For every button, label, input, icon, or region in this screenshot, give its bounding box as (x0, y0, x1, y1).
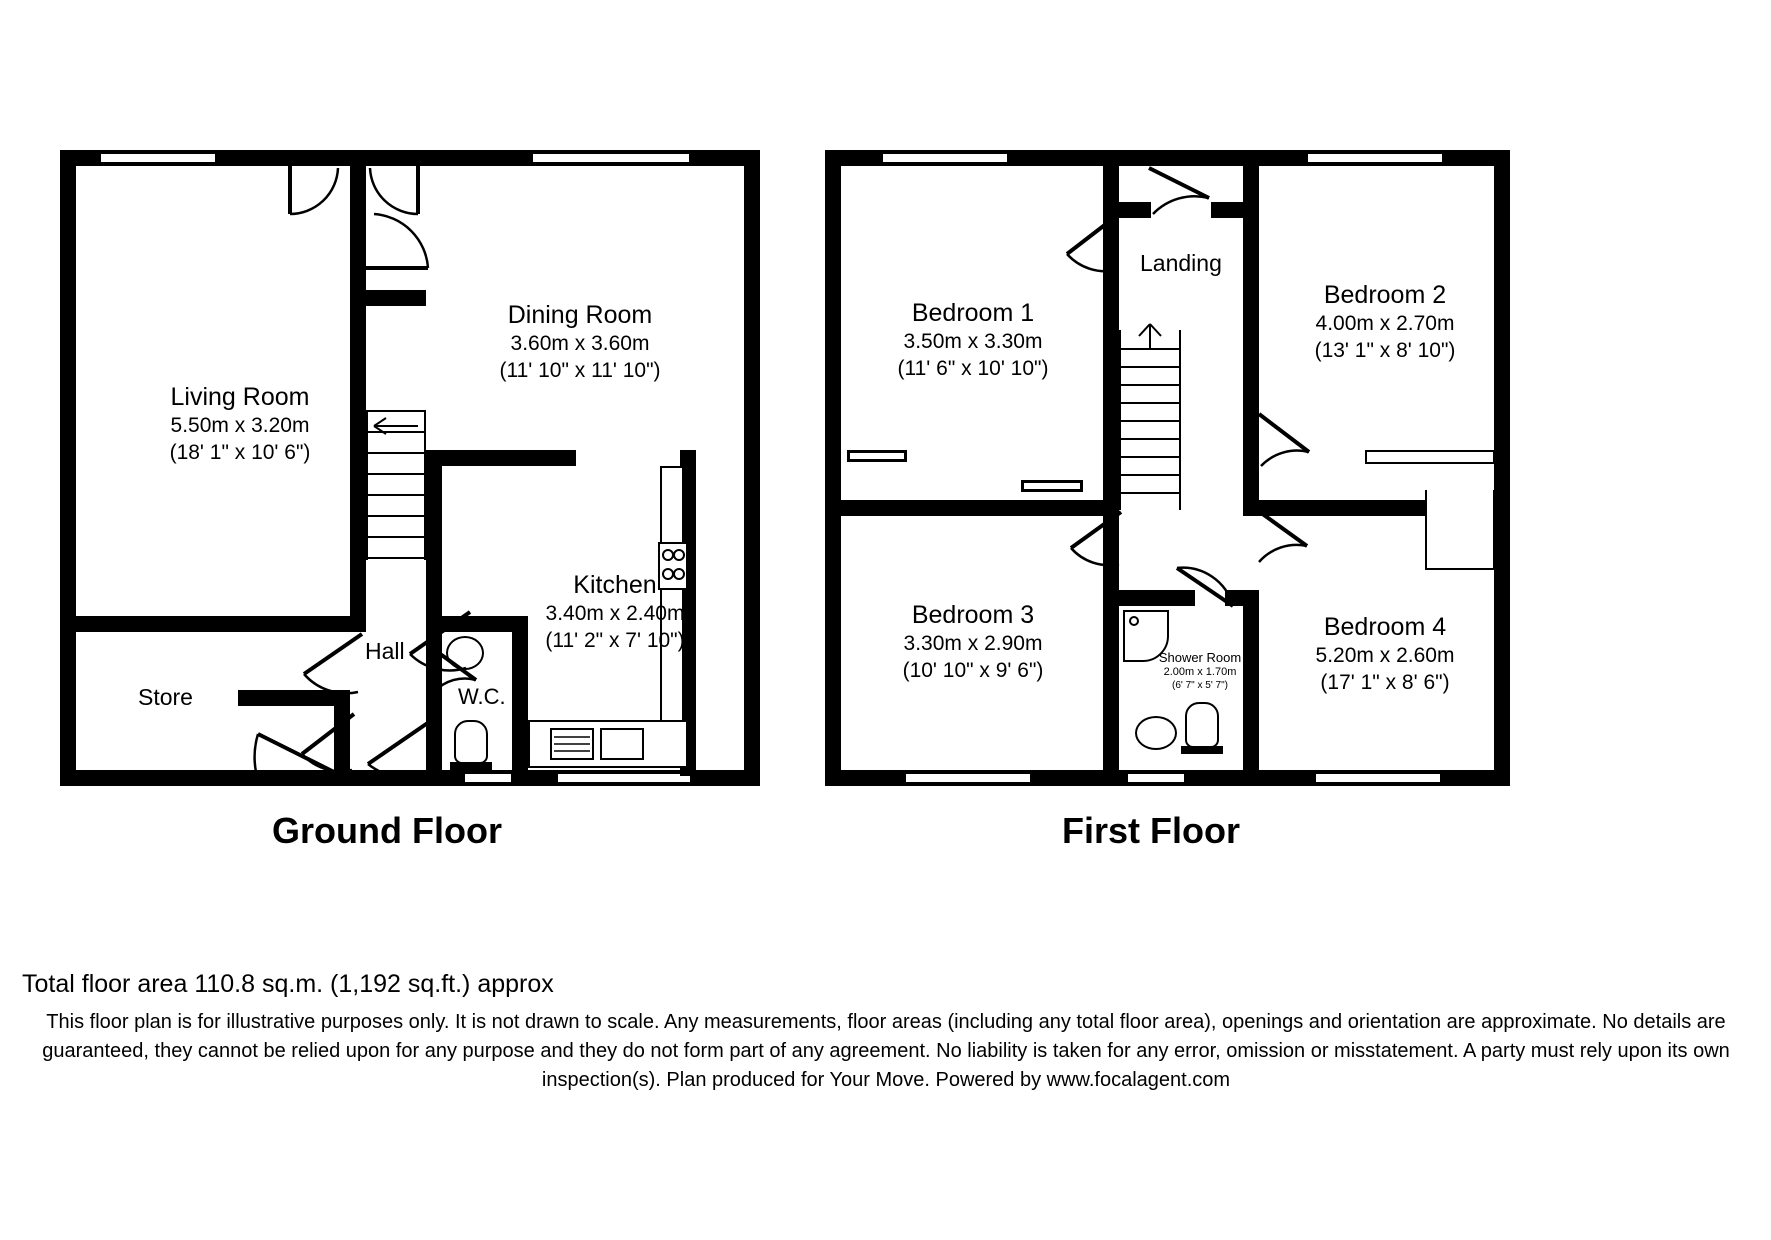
store-label: Store (138, 684, 193, 710)
door-front-entrance (252, 728, 342, 784)
window-bedroom3-rear (903, 771, 1033, 785)
door-hall-dining (366, 210, 446, 290)
bedroom-2-label (1265, 280, 1505, 364)
wall-hall-top (350, 290, 426, 306)
shower-toilet (1185, 702, 1219, 748)
bedroom-4-label (1265, 612, 1505, 696)
wc-label: W.C. (458, 684, 506, 709)
shower-room-name: Shower Room (1158, 650, 1242, 665)
door-hall-rear (360, 716, 438, 778)
living-room-name: Living Room (170, 383, 310, 411)
door-bedroom1 (1061, 212, 1131, 276)
bedroom-1-metric: 3.50m x 3.30m (903, 330, 1043, 354)
ground-floor-plan (60, 150, 760, 790)
wall-dining-bottom (426, 450, 576, 466)
dining-room-label (460, 300, 700, 384)
living-room-metric: 5.50m x 3.20m (170, 414, 310, 438)
total-floor-area: Total floor area 110.8 sq.m. (1,192 sq.ft.) approx (22, 970, 554, 998)
first-floor-plan (825, 150, 1510, 790)
ground-floor-title: Ground Floor (272, 810, 502, 851)
door-bedroom4 (1249, 508, 1315, 570)
bedroom2-wardrobe (1365, 450, 1495, 464)
wc-cistern (450, 762, 492, 770)
bedroom-4-imperial: (17' 1" x 8' 6") (1320, 670, 1450, 694)
window-landing-side (1021, 480, 1083, 492)
shower-room-metric: 2.00m x 1.70m (1163, 666, 1237, 679)
door-shower-room (1175, 564, 1241, 626)
window-bedroom4-rear (1313, 771, 1443, 785)
window-wc-rear (462, 771, 514, 785)
door-dining-front (288, 166, 348, 222)
first-floor-title: First Floor (1062, 810, 1240, 851)
dining-room-imperial: (11' 10" x 11' 10") (499, 358, 661, 382)
bedroom-1-label (853, 298, 1093, 382)
wall-kitchen-left-upper (426, 466, 442, 616)
wall-bed2-left (1243, 166, 1259, 218)
staircase-ground (366, 410, 426, 560)
bedroom-2-name: Bedroom 2 (1323, 281, 1447, 309)
bedroom-3-imperial: (10' 10" x 9' 6") (902, 658, 1044, 682)
kitchen-imperial: (11' 2" x 7' 10") (545, 628, 685, 652)
window-kitchen-rear (555, 771, 693, 785)
window-living-room-front (98, 151, 218, 165)
window-shower-rear (1125, 771, 1187, 785)
shower-room-imperial: (6' 7" x 5' 7") (1172, 680, 1228, 691)
wall-exterior-left (60, 150, 76, 786)
window-bedroom2-front (1305, 151, 1445, 165)
bedroom-3-label (853, 600, 1093, 684)
door-living-hall (296, 630, 366, 700)
bedroom-4-metric: 5.20m x 2.60m (1315, 644, 1455, 668)
disclaimer-text: This floor plan is for illustrative purposes only. It is not drawn to scale. Any measurements, floor areas (including any total floor area), openings and orientation are approximate. No details are guaranteed, they cannot be relied upon for any purpose and they do not form part of any agreement. No liability is taken for any error, omission or misstatement. A party must rely upon its own inspection(s). Plan produced for Your Move. Powered by www.focalagent.com (42, 1011, 1730, 1091)
window-bedroom1-front (880, 151, 1010, 165)
kitchen-name: Kitchen (573, 571, 657, 599)
bedroom-2-metric: 4.00m x 2.70m (1315, 312, 1455, 336)
bedroom2-cupboard (1425, 490, 1495, 570)
wall-exterior-right (744, 150, 760, 786)
door-landing-top (1147, 166, 1217, 226)
bedroom-1-imperial: (11' 6" x 10' 10") (897, 356, 1049, 380)
kitchen-drainer (550, 728, 594, 760)
living-room-imperial: (18' 1" x 10' 6") (169, 440, 311, 464)
bedroom-1-name: Bedroom 1 (911, 299, 1035, 327)
wc-toilet (454, 720, 488, 764)
dining-room-name: Dining Room (507, 301, 653, 329)
window-dining-room-front (530, 151, 692, 165)
kitchen-metric: 3.40m x 2.40m (545, 602, 685, 626)
shower-toilet-cistern (1181, 746, 1223, 754)
door-bedroom3 (1063, 510, 1133, 570)
window-bedroom1-side (847, 450, 907, 462)
staircase-first (1119, 330, 1181, 510)
dining-room-metric: 3.60m x 3.60m (510, 332, 650, 356)
door-bedroom2 (1253, 412, 1317, 476)
kitchen-label (520, 570, 710, 654)
kitchen-sink (600, 728, 644, 760)
bedroom-4-name: Bedroom 4 (1323, 613, 1447, 641)
hall-label: Hall (365, 638, 405, 664)
living-room-label (120, 382, 360, 466)
bedroom-2-imperial: (13' 1" x 8' 10") (1314, 338, 1456, 362)
bedroom-3-name: Bedroom 3 (911, 601, 1035, 629)
landing-label: Landing (1140, 250, 1222, 276)
bedroom-3-metric: 3.30m x 2.90m (903, 632, 1043, 656)
shower-room-label (1125, 650, 1275, 693)
shower-basin (1135, 716, 1177, 750)
wall-exterior-left-ff (825, 150, 841, 786)
